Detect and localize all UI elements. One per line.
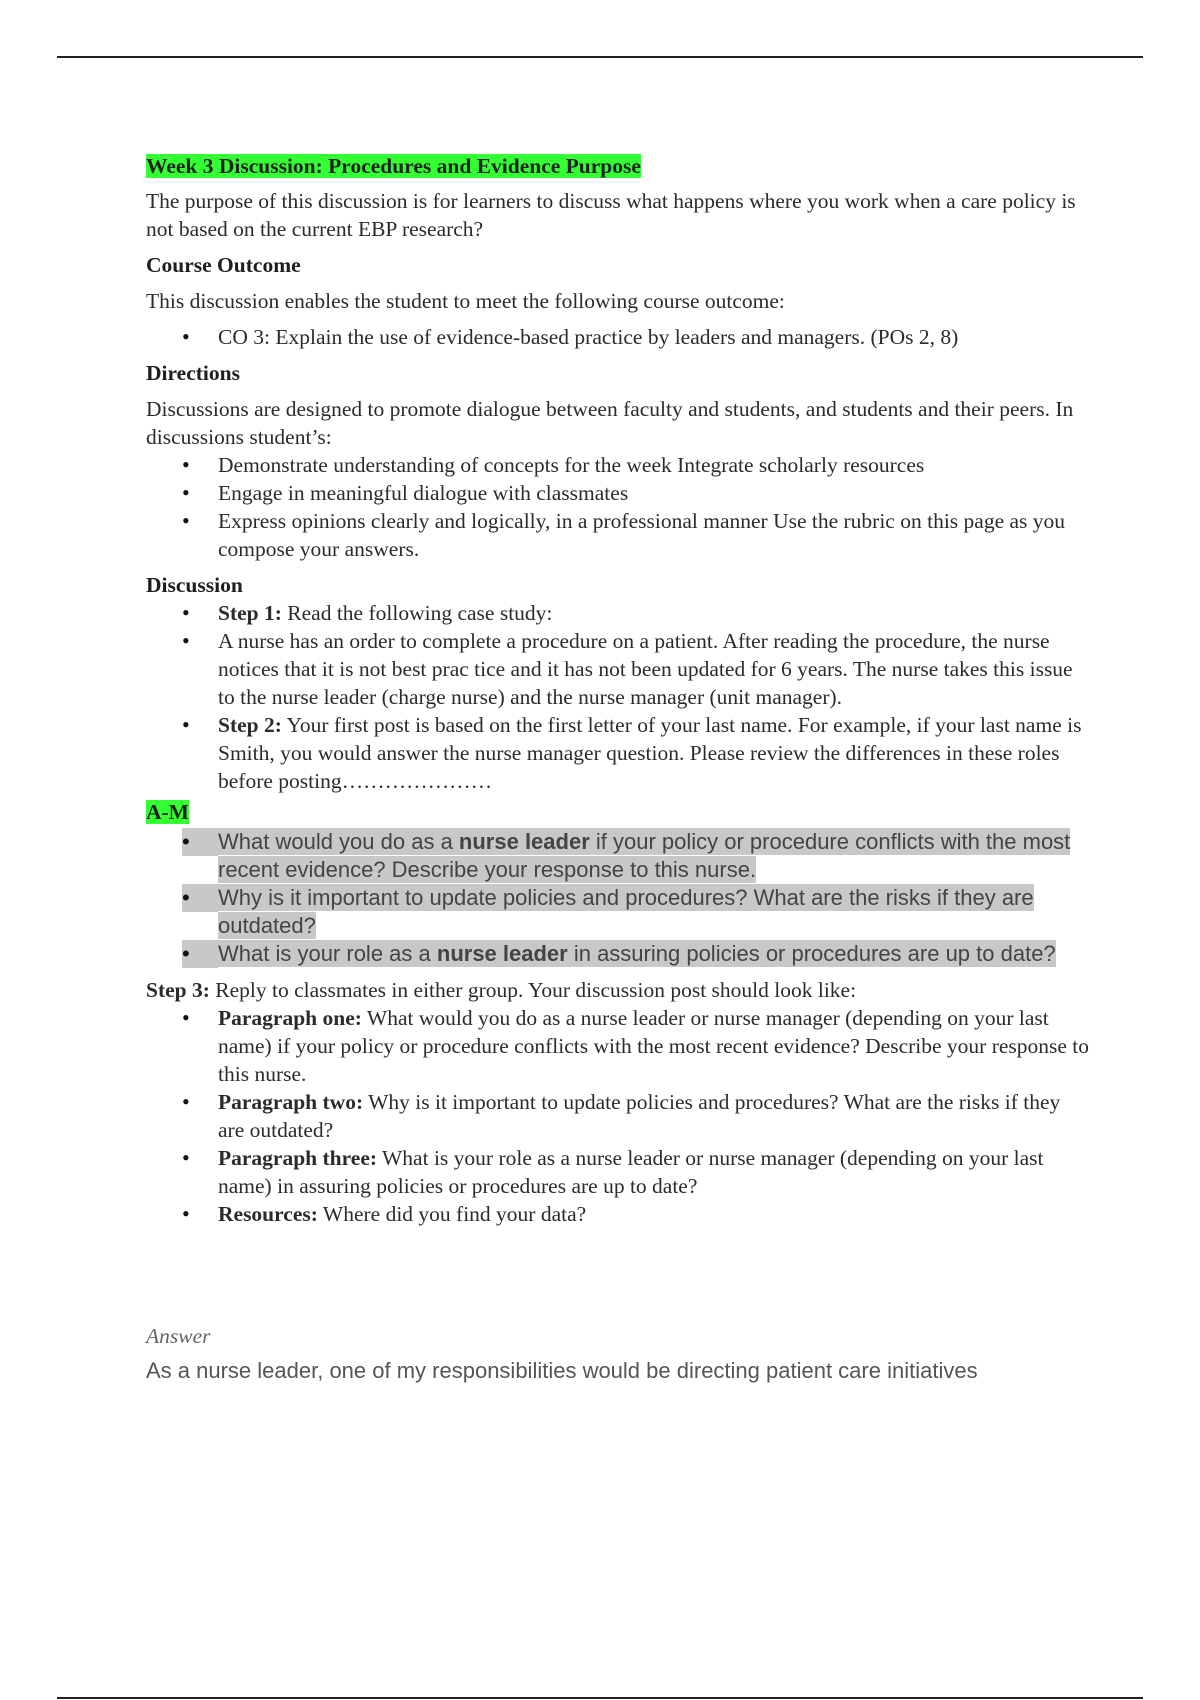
step2-label: Step 2: bbox=[218, 713, 282, 737]
step3-list bbox=[146, 1004, 1091, 1228]
list-item: • What would you do as a nurse leader if your policy or procedure conflicts with the most recent evidence? Describe your response to this nurse. bbox=[146, 828, 1091, 884]
directions-list bbox=[146, 451, 1091, 563]
list-item bbox=[146, 599, 1091, 627]
document-title: Week 3 Discussion: Procedures and Evidence Purpose bbox=[146, 154, 641, 178]
discussion-heading: Discussion bbox=[146, 573, 243, 597]
nurse-leader-emphasis: nurse leader bbox=[458, 829, 590, 854]
list-item: • Paragraph three: What is your role as a nurse leader or nurse manager (depending on your last name) in assuring policies or procedures are up to date? bbox=[146, 1144, 1091, 1200]
list-item: • Demonstrate understanding of concepts for the week Integrate scholarly resources bbox=[146, 451, 1091, 479]
discussion-list bbox=[146, 599, 1091, 795]
directions-heading: Directions bbox=[146, 361, 240, 385]
step3-label: Step 3: bbox=[146, 978, 210, 1002]
nurse-leader-emphasis: nurse leader bbox=[436, 941, 568, 966]
list-item: • Why is it important to update policies and procedures? What are the risks if they are outdated? bbox=[146, 884, 1091, 940]
bottom-rule bbox=[57, 1697, 1143, 1699]
course-outcome-heading: Course Outcome bbox=[146, 253, 301, 277]
list-item: • Express opinions clearly and logically, in a professional manner Use the rubric on this page as you compose your answers. bbox=[146, 507, 1091, 563]
list-item: • Paragraph two: Why is it important to update policies and procedures? What are the risks if they are outdated? bbox=[146, 1088, 1091, 1144]
step3-paragraph: Step 3: Reply to classmates in either group. Your discussion post should look like: bbox=[146, 978, 857, 1002]
directions-intro: Discussions are designed to promote dialogue between faculty and students, and students and their peers. In discussions student’s: bbox=[146, 397, 1074, 449]
list-item: • Resources: Where did you find your data? bbox=[146, 1200, 1091, 1228]
am-group-label: A-M bbox=[146, 800, 189, 824]
list-item bbox=[146, 711, 1091, 795]
list-item: • What is your role as a nurse leader in assuring policies or procedures are up to date? bbox=[146, 940, 1091, 968]
answer-label: Answer bbox=[146, 1324, 211, 1348]
list-item: • Engage in meaningful dialogue with classmates bbox=[146, 479, 1091, 507]
purpose-paragraph: The purpose of this discussion is for learners to discuss what happens where you work when a care policy is not based on the current EBP research? bbox=[146, 189, 1076, 241]
step2-text: Your first post is based on the first letter of your last name. For example, if your last name is Smith, you would answer the nurse manager question. Please review the differences in these roles before posting………………… bbox=[218, 713, 1082, 793]
list-item: • CO 3: Explain the use of evidence-based practice by leaders and managers. (POs 2, 8) bbox=[146, 323, 1091, 351]
list-item: • A nurse has an order to complete a procedure on a patient. After reading the procedure, the nurse notices that it is not best prac tice and it has not been updated for 6 years. The nurse takes this issue to the nurse leader (charge nurse) and the nurse manager (unit manager). bbox=[146, 627, 1091, 711]
am-question-list bbox=[146, 828, 1091, 968]
course-outcome-list bbox=[146, 323, 1091, 351]
top-rule bbox=[57, 56, 1143, 58]
document-body bbox=[146, 152, 1091, 1386]
answer-text: As a nurse leader, one of my responsibilities would be directing patient care initiatives bbox=[146, 1358, 978, 1383]
step1-label: Step 1: bbox=[218, 601, 282, 625]
list-item: • Paragraph one: What would you do as a nurse leader or nurse manager (depending on your last name) if your policy or procedure conflicts with the most recent evidence? Describe your response to this nurse. bbox=[146, 1004, 1091, 1088]
course-outcome-intro: This discussion enables the student to meet the following course outcome: bbox=[146, 289, 785, 313]
step1-text: Read the following case study: bbox=[281, 601, 553, 625]
